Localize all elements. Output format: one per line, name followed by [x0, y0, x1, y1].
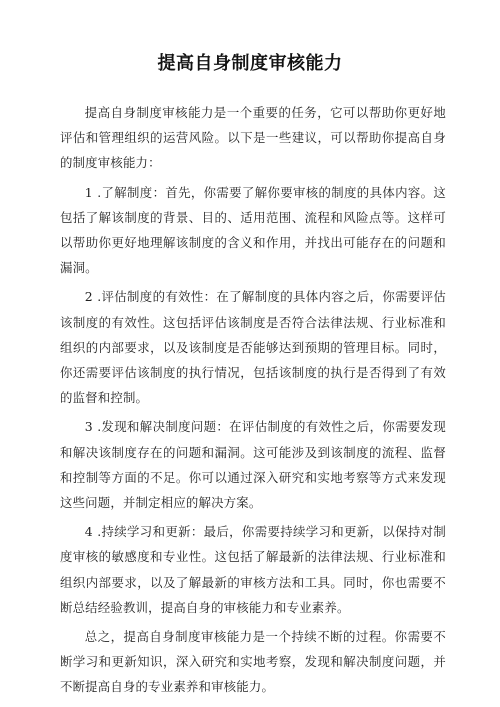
page-title: 提高自身制度审核能力: [157, 53, 343, 74]
item-continuous-learning: 4 .持续学习和更新：最后，你需要持续学习和更新，以保持对制度审核的敏感度和专业性。这包括了解最新的法律法规、行业标准和组织内部要求，以及了解最新的审核方法和工具。同时，你也需要不断总结经验教训，提高自身的审核能力和专业素养。: [60, 524, 446, 615]
item-find-and-solve-problems: 3 .发现和解决制度问题：在评估制度的有效性之后，你需要发现和解决该制度存在的问题和漏洞。这可能涉及到该制度的流程、监督和控制等方面的不足。你可以通过深入研究和实地考察等方式来发现这些问题，并制定相应的解决方案。: [60, 419, 446, 511]
conclusion-paragraph: 总之，提高自身制度审核能力是一个持续不断的过程。你需要不断学习和更新知识，深入研究和实地考察，发现和解决制度问题，并不断提高自身的专业素养和审核能力。: [60, 629, 446, 695]
item-understand-system: 1 .了解制度：首先，你需要了解你要审核的制度的具体内容。这包括了解该制度的背景、目的、适用范围、流程和风险点等。这样可以帮助你更好地理解该制度的含义和作用，并找出可能存在的问题和漏洞。: [60, 184, 446, 276]
document-body: [60, 100, 446, 704]
item-evaluate-effectiveness: 2 .评估制度的有效性：在了解制度的具体内容之后，你需要评估该制度的有效性。这包括评估该制度是否符合法律法规、行业标准和组织的内部要求，以及该制度是否能够达到预期的管理目标。同时，你还需要评估该制度的执行情况，包括该制度的执行是否得到了有效的监督和控制。: [60, 289, 446, 406]
intro-paragraph: 提高自身制度审核能力是一个重要的任务，它可以帮助你更好地评估和管理组织的运营风险。以下是一些建议，可以帮助你提高自身的制度审核能力：: [60, 105, 446, 171]
